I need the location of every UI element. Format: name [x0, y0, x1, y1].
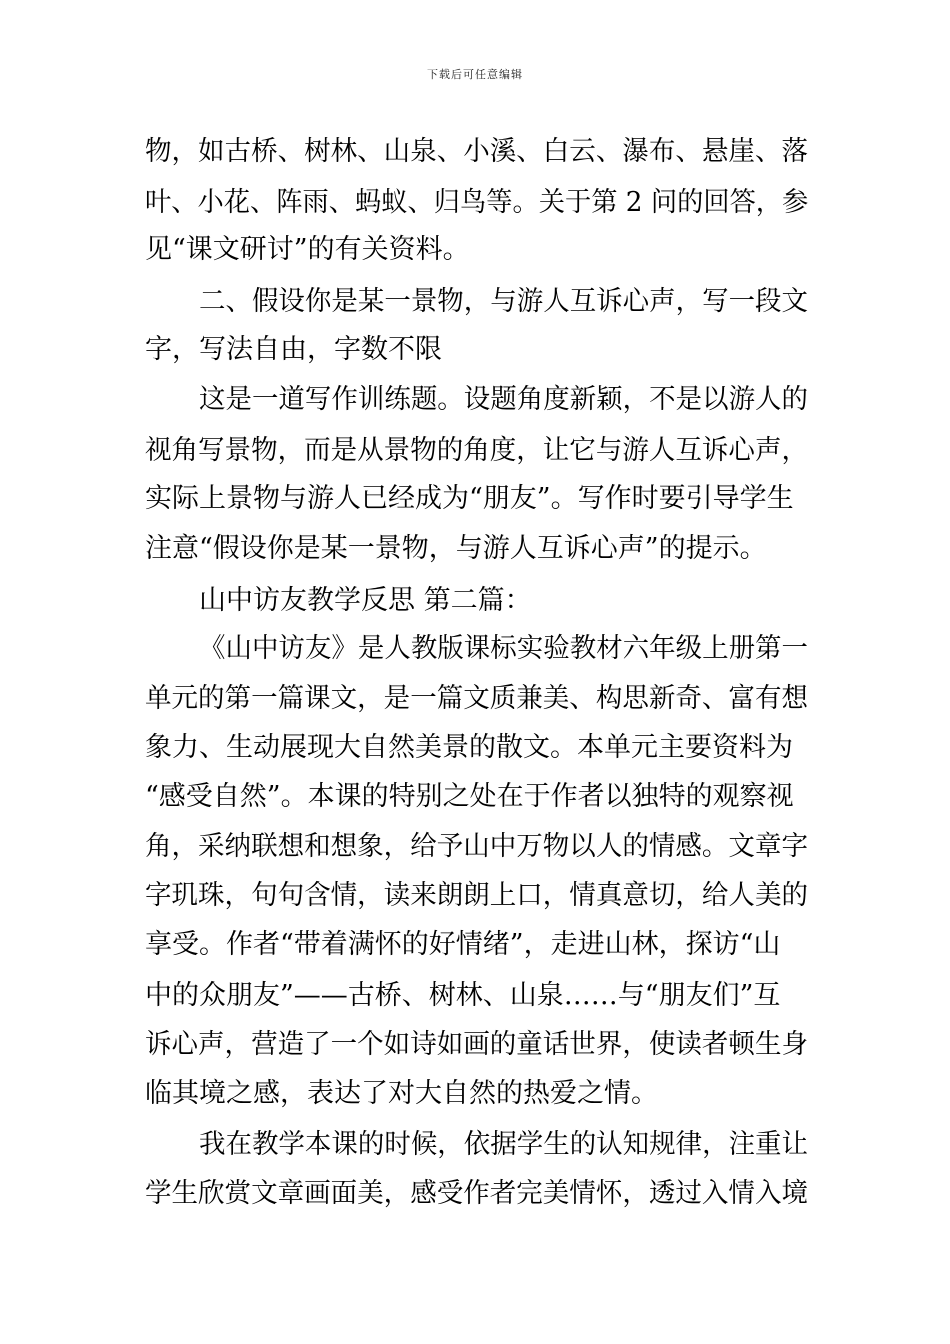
body-line: “感受自然”。本课的特别之处在于作者以独特的观察视	[145, 781, 794, 812]
body-line: 实际上景物与游人已经成为“朋友”。写作时要引导学生	[145, 483, 794, 514]
body-line: 字，写法自由，字数不限	[145, 334, 442, 365]
section-heading: 山中访友教学反思 第二篇：	[199, 585, 532, 616]
body-line: 见“课文研讨”的有关资料。	[145, 234, 470, 265]
body-line: 单元的第一篇课文，是一篇文质兼美、构思新奇、富有想	[145, 683, 808, 714]
body-line: 角，采纳联想和想象，给予山中万物以人的情感。文章字	[145, 831, 808, 862]
page-header: 下载后可任意编辑	[427, 68, 523, 81]
body-line: 这是一道写作训练题。设题角度新颖，不是以游人的	[199, 384, 809, 415]
body-line: 叶、小花、阵雨、蚂蚁、归鸟等。关于第 2 问的回答，参	[145, 187, 809, 218]
body-line: 二、假设你是某一景物，与游人互诉心声，写一段文	[199, 286, 809, 317]
body-line: 学生欣赏文章画面美，感受作者完美情怀，透过入情入境	[145, 1178, 808, 1209]
body-line: 象力、生动展现大自然美景的散文。本单元主要资料为	[145, 732, 793, 763]
body-line: 临其境之感，表达了对大自然的热爱之情。	[145, 1078, 658, 1109]
body-line: 中的众朋友”——古桥、树林、山泉……与“朋友们”互	[145, 980, 781, 1011]
body-line: 《山中访友》是人教版课标实验教材六年级上册第一	[199, 633, 809, 664]
body-line: 享受。作者“带着满怀的好情绪”，走进山林，探访“山	[145, 929, 781, 960]
body-line: 字玑珠，句句含情，读来朗朗上口，情真意切，给人美的	[145, 880, 808, 911]
body-line: 我在教学本课的时候，依据学生的认知规律，注重让	[199, 1129, 809, 1160]
body-line: 物，如古桥、树林、山泉、小溪、白云、瀑布、悬崖、落	[145, 136, 808, 167]
body-line: 视角写景物，而是从景物的角度，让它与游人互诉心声，	[145, 435, 808, 466]
body-line: 诉心声，营造了一个如诗如画的童话世界，使读者顿生身	[145, 1029, 808, 1060]
body-line: 注意“假设你是某一景物，与游人互诉心声”的提示。	[145, 533, 767, 564]
